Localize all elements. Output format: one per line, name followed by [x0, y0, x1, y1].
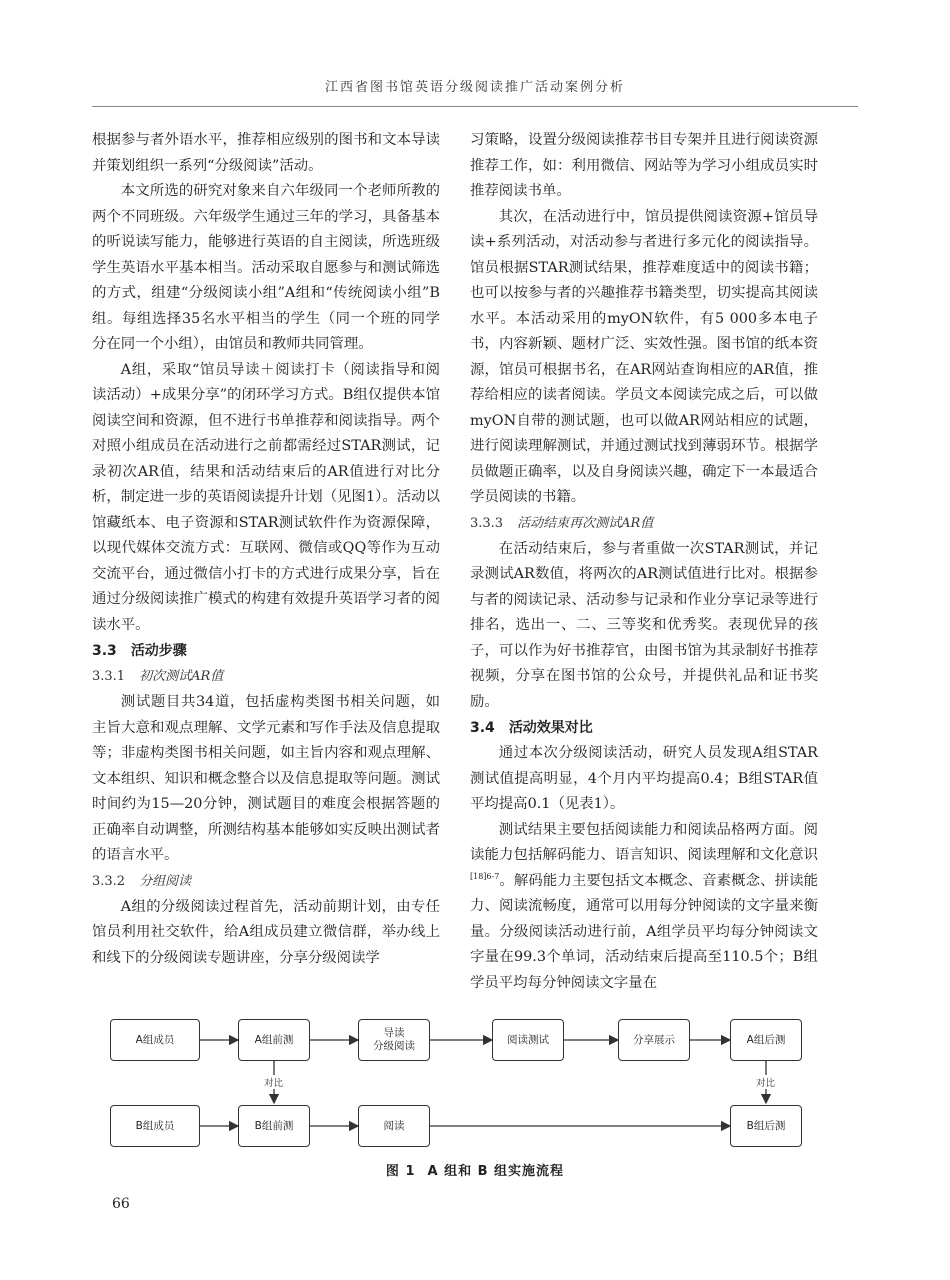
left-column — [92, 128, 440, 971]
page-number: 66 — [112, 1196, 130, 1212]
caption-number: 图 1 — [385, 1164, 416, 1179]
figure-flowchart — [92, 1000, 858, 1150]
label-compare-right: 对比 — [754, 1075, 777, 1089]
box-a-share: 分享展示 — [618, 1019, 690, 1061]
paragraph: 通过本次分级阅读活动，研究人员发现A组STAR测试值提高明显，4个月内平均提高0.4；B组STAR值平均提高0.1（见表1）。 — [470, 745, 818, 812]
header-rule — [92, 106, 858, 107]
subsection-heading-3-3-2 — [92, 869, 440, 895]
subsection-number: 3.3.3 — [470, 515, 504, 531]
box-b-posttest: B组后测 — [730, 1105, 802, 1147]
right-column — [470, 128, 818, 996]
paragraph: A组的分级阅读过程首先，活动前期计划，由专任馆员利用社交软件，给A组成员建立微信群，举办线上和线下的分级阅读专题讲座，分享分级阅读学 — [92, 898, 440, 966]
section-heading-3-4 — [470, 715, 818, 741]
paragraph: A组，采取“馆员导读＋阅读打卡（阅读指导和阅读活动）+成果分享”的闭环学习方式。B组仅提供本馆阅读空间和资源，但不进行书单推荐和阅读指导。两个对照小组成员在活动进行之前都需经过STAR测试，记录初次AR值，结果和活动结束后的AR值进行对比分析，制定进一步的英语阅读提升计划（见图1）。活动以馆藏纸本、电子资源和STAR测试软件作为资源保障，以现代媒体交流方式：互联网、微信或QQ等作为互动交流平台，通过微信小打卡的方式进行成果分享，旨在通过分级阅读推广模式的构建有效提升英语学习者的阅读水平。 — [92, 361, 440, 633]
subsection-number: 3.3.1 — [92, 669, 126, 684]
subsection-number: 3.3.2 — [92, 873, 126, 889]
section-title: 活动步骤 — [130, 643, 187, 659]
paragraph: 习策略，设置分级阅读推荐书目专架并且进行阅读资源推荐工作，如：利用微信、网站等为学习小组成员实时推荐阅读书单。 — [470, 132, 818, 199]
paragraph: 根据参与者外语水平，推荐相应级别的图书和文本导读并策划组织一系列“分级阅读”活动。 — [92, 132, 440, 174]
paragraph: 其次，在活动进行中，馆员提供阅读资源+馆员导读+系列活动，对活动参与者进行多元化的阅读指导。馆员根据STAR测试结果，推荐难度适中的阅读书籍；也可以按参与者的兴趣推荐书籍类型，切实提高其阅读水平。本活动采用的myON软件，有5 000多本电子书，内容新颖、题材广泛、实效性强。图书馆的纸本资源，馆员可根据书名，在AR网站查询相应的AR值，推荐给相应的读者阅读。学员文本阅读完成之后，可以做myON自带的测试题，也可以做AR网站相应的试题，进行阅读理解测试，并通过测试找到薄弱环节。根据学员做题正确率，以及自身阅读兴趣，确定下一本最适合学员阅读的书籍。 — [470, 208, 818, 505]
paragraph — [470, 818, 818, 997]
subsection-heading-3-3-1 — [92, 664, 440, 690]
paragraph-text: 测试结果主要包括阅读能力和阅读品格两方面。阅读能力包括解码能力、语言知识、阅读理解和文化意识 — [470, 821, 818, 863]
paragraph: 在活动结束后，参与者重做一次STAR测试，并记录测试AR数值，将两次的AR测试值进行比对。根据参与者的阅读记录、活动参与记录和作业分享记录等进行排名，选出一、二、三等奖和优秀奖。表现优异的孩子，可以作为好书推荐官，由图书馆为其录制好书推荐视频，分享在图书馆的公众号，并提供礼品和证书奖励。 — [470, 540, 818, 710]
label-compare-left: 对比 — [262, 1075, 285, 1089]
section-title: 活动效果对比 — [508, 720, 593, 736]
box-a-posttest: A组后测 — [730, 1019, 802, 1061]
box-a-member: A组成员 — [110, 1019, 200, 1061]
box-a-pretest: A组前测 — [238, 1019, 310, 1061]
citation: [18]6-7 — [470, 871, 500, 881]
paragraph: 本文所选的研究对象来自六年级同一个老师所教的两个不同班级。六年级学生通过三年的学习，具备基本的听说读写能力，能够进行英语的自主阅读，所选班级学生英语水平基本相当。活动采取自愿参与和测试筛选的方式，组建“分级阅读小组”A组和“传统阅读小组”B组。每组选择35名水平相当的学生（同一个班的同学分在同一个小组），由馆员和教师共同管理。 — [92, 183, 440, 352]
figure-caption — [92, 1160, 858, 1179]
running-header: 江西省图书馆英语分级阅读推广活动案例分析 — [324, 80, 625, 95]
caption-text: A 组和 B 组实施流程 — [427, 1164, 565, 1179]
section-number: 3.3 — [92, 643, 117, 659]
subsection-heading-3-3-3 — [470, 511, 818, 537]
paragraph: 测试题目共34道，包括虚构类图书相关问题，如主旨大意和观点理解、文学元素和写作手法及信息提取等；非虚构类图书相关问题，如主旨内容和观点理解、文本组织、知识和概念整合以及信息提取等问题。测试时间约为15—20分钟，测试题目的难度会根据答题的正确率自动调整，所测结构基本能够如实反映出测试者的语言水平。 — [92, 694, 440, 863]
section-heading-3-3 — [92, 638, 440, 664]
box-a-guided-reading: 导读 分级阅读 — [358, 1019, 430, 1061]
box-b-read: 阅读 — [358, 1105, 430, 1147]
box-a-reading-test: 阅读测试 — [492, 1019, 564, 1061]
subsection-title: 初次测试AR值 — [139, 669, 224, 684]
box-b-pretest: B组前测 — [238, 1105, 310, 1147]
box-b-member: B组成员 — [110, 1105, 200, 1147]
paragraph-text: 。解码能力主要包括文本概念、音素概念、拼读能力、阅读流畅度，通常可以用每分钟阅读的文字量来衡量。分级阅读活动进行前，A组学员平均每分钟阅读文字量在99.3个单词，活动结束后提高至110.5个；B组学员平均每分钟阅读文字量在 — [470, 872, 818, 991]
subsection-title: 活动结束再次测试AR值 — [517, 515, 654, 531]
section-number: 3.4 — [470, 720, 495, 736]
subsection-title: 分组阅读 — [139, 873, 192, 889]
